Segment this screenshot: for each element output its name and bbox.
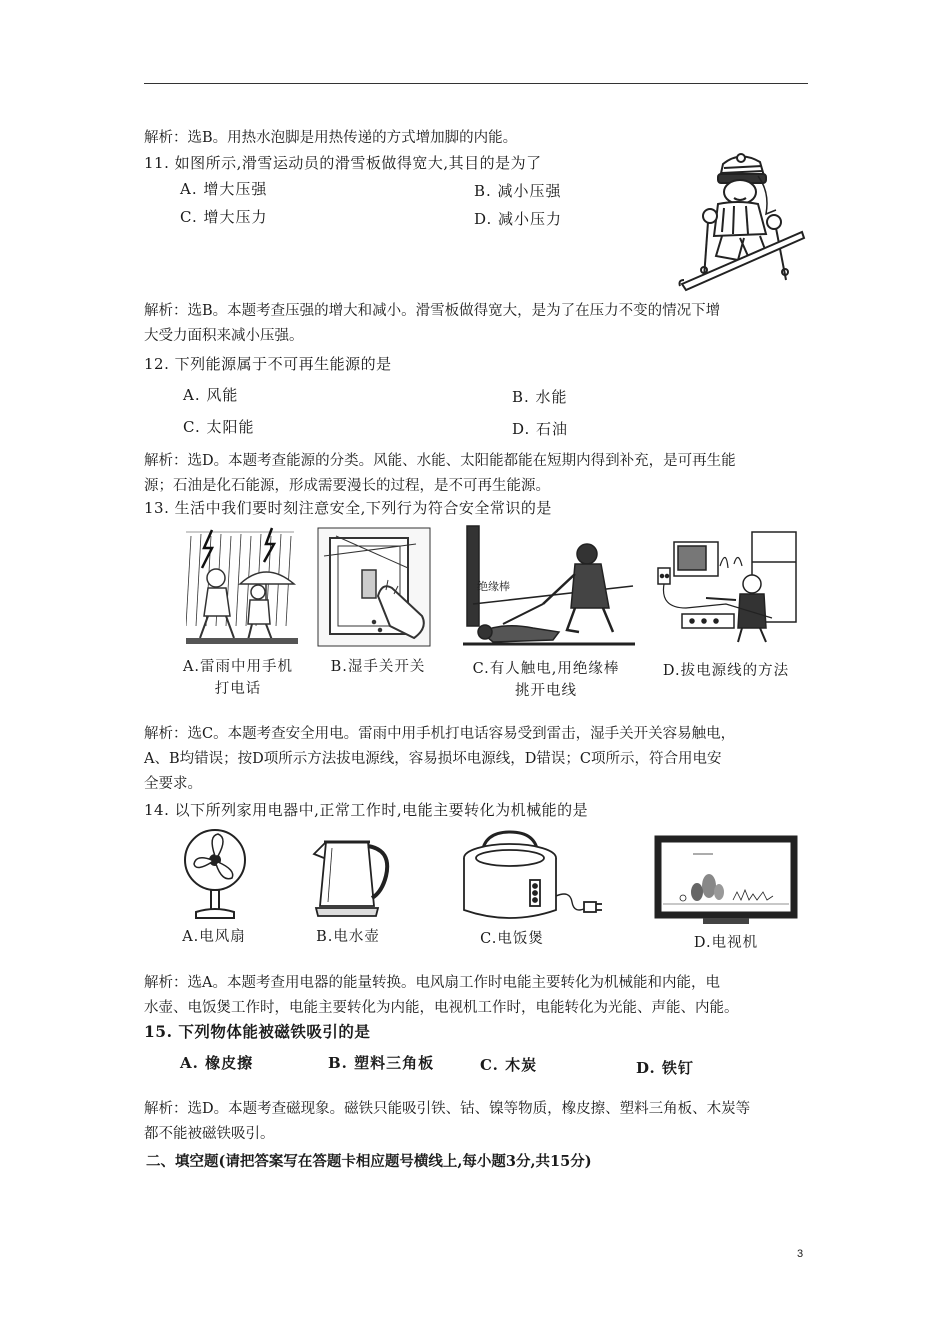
question-13-stem: 13. 生活中我们要时刻注意安全,下列行为符合安全常识的是 <box>144 499 552 517</box>
header-rule <box>144 83 808 84</box>
q14-caption-a: A.电风扇 <box>182 929 246 945</box>
q15-option-c: C. 木炭 <box>480 1056 538 1074</box>
q13-caption-c <box>456 658 636 702</box>
electric-kettle-illustration <box>312 832 396 920</box>
q13-caption-a <box>168 656 308 700</box>
q11-option-c: C. 增大压力 <box>180 208 268 226</box>
q13-caption-a-line-2: 打电话 <box>214 681 262 697</box>
q12-option-b: B. 水能 <box>512 388 568 406</box>
q13-caption-d-line-1: D.拔电源线的方法 <box>662 663 790 679</box>
insulated-rod-rescue-illustration <box>463 524 635 654</box>
q13-caption-c-line-1: C.有人触电,用绝缘棒 <box>472 661 620 677</box>
answer-11-line-2: 大受力面积来减小压强。 <box>144 328 304 344</box>
answer-15-line-1: 解析：选D。本题考查磁现象。磁铁只能吸引铁、钴、镍等物质，橡皮擦、塑料三角板、木炭等 <box>144 1101 751 1117</box>
answer-13-line-1: 解析：选C。本题考查安全用电。雷雨中用手机打电话容易受到雷击，湿手关开关容易触电， <box>144 726 736 742</box>
q11-option-d: D. 减小压力 <box>474 210 563 228</box>
q14-caption-c: C.电饭煲 <box>480 931 544 947</box>
answer-15-line-2: 都不能被磁铁吸引。 <box>144 1126 275 1142</box>
q11-option-b: B. 减小压强 <box>474 182 562 200</box>
rice-cooker-illustration <box>460 830 606 924</box>
wet-hand-switch-illustration <box>316 526 434 650</box>
answer-10: 解析：选B。用热水泡脚是用热传递的方式增加脚的内能。 <box>144 130 518 146</box>
answer-13-line-2: A、B均错误；按D项所示方法拔电源线，容易损坏电源线，D错误；C项所示，符合用电安 <box>144 751 722 767</box>
answer-14-line-1: 解析：选A。本题考查用电器的能量转换。电风扇工作时电能主要转化为机械能和内能，电 <box>144 975 720 991</box>
q14-caption-b: B.电水壶 <box>316 929 380 945</box>
q15-option-a: A. 橡皮擦 <box>180 1054 254 1072</box>
answer-13-line-3: 全要求。 <box>144 776 202 792</box>
answer-12-line-2: 源；石油是化石能源，形成需要漫长的过程，是不可再生能源。 <box>144 478 550 494</box>
q12-option-a: A. 风能 <box>183 386 239 404</box>
question-12-stem: 12. 下列能源属于不可再生能源的是 <box>144 355 392 373</box>
thunderstorm-phone-illustration <box>186 526 298 646</box>
q13-caption-a-line-1: A.雷雨中用手机 <box>182 659 294 675</box>
q15-option-d: D. 铁钉 <box>636 1059 694 1077</box>
television-illustration <box>653 834 799 928</box>
q13-caption-d <box>650 660 802 682</box>
q13-caption-b-line-1: B.湿手关开关 <box>330 659 426 675</box>
q12-option-d: D. 石油 <box>512 420 569 438</box>
unplug-cord-illustration <box>656 528 800 644</box>
answer-12-line-1: 解析：选D。本题考查能源的分类。风能、水能、太阳能都能在短期内得到补充，是可再生能 <box>144 453 736 469</box>
page-number: 3 <box>797 1248 804 1260</box>
question-14-stem: 14. 以下所列家用电器中,正常工作时,电能主要转化为机械能的是 <box>144 801 589 819</box>
electric-fan-illustration <box>182 826 250 922</box>
answer-14-line-2: 水壶、电饭煲工作时，电能主要转化为内能，电视机工作时，电能转化为光能、声能、内能。 <box>144 1000 739 1016</box>
skier-illustration <box>678 152 808 292</box>
q11-option-a: A. 增大压强 <box>180 180 268 198</box>
q13-caption-b <box>316 656 440 678</box>
question-11-stem: 11. 如图所示,滑雪运动员的滑雪板做得宽大,其目的是为了 <box>144 154 542 172</box>
q14-caption-d: D.电视机 <box>693 935 759 951</box>
answer-11-line-1: 解析：选B。本题考查压强的增大和减小。滑雪板做得宽大，是为了在压力不变的情况下增 <box>144 303 721 319</box>
section-2-heading: 二、填空题(请把答案写在答题卡相应题号横线上,每小题3分,共15分) <box>146 1153 592 1170</box>
q15-option-b: B. 塑料三角板 <box>328 1054 435 1072</box>
question-15-stem: 15. 下列物体能被磁铁吸引的是 <box>144 1022 371 1041</box>
q13-caption-c-line-2: 挑开电线 <box>515 683 577 699</box>
rod-label: 绝缘棒 <box>477 580 510 593</box>
q12-option-c: C. 太阳能 <box>183 418 255 436</box>
